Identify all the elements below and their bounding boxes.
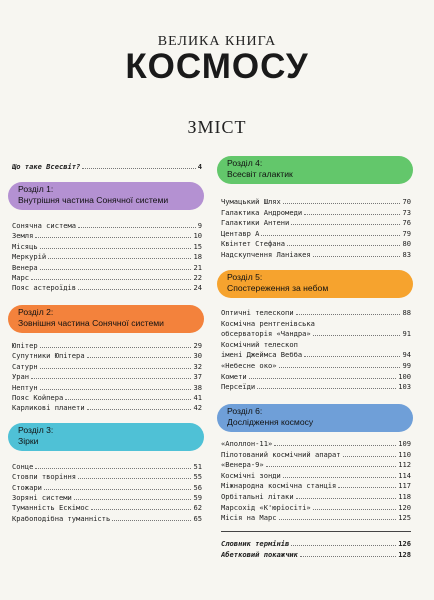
toc-entry-title: Словник термінів <box>221 539 290 548</box>
toc-entry-page: 42 <box>193 403 202 413</box>
section-6-label: Розділ 6: <box>227 406 263 416</box>
section-2-label: Розділ 2: <box>18 307 54 317</box>
toc-leader-dots <box>304 349 400 357</box>
toc-entry[interactable] <box>221 196 411 207</box>
toc-leader-dots <box>304 207 400 215</box>
toc-entry-title: Абетковий покажчик <box>221 549 298 559</box>
toc-entry-title: Пілотований космічний апарат <box>221 449 341 459</box>
toc-entry-page: 76 <box>402 218 411 228</box>
toc-entry[interactable] <box>12 251 202 262</box>
section-5-name: Спостереження за небом <box>227 283 329 293</box>
toc-entry[interactable] <box>221 480 411 491</box>
toc-entry[interactable] <box>12 230 202 241</box>
toc-entry[interactable] <box>12 262 202 273</box>
toc-entry-title: Марс <box>12 273 30 282</box>
toc-entry-page: 9 <box>197 221 202 230</box>
toc-entry-title: Надскупчення Ланіакея <box>221 250 311 259</box>
toc-title: ЗМІСТ <box>187 117 247 137</box>
toc-entry-title: «Венера-9» <box>221 460 264 470</box>
toc-entry-title: обсерваторія «Чандра» <box>221 329 311 339</box>
toc-entry-title: Стожари <box>12 482 42 492</box>
toc-entry-page: 100 <box>398 371 411 381</box>
toc-entry[interactable] <box>12 282 202 293</box>
toc-entry[interactable] <box>221 349 411 360</box>
toc-entry-page: 120 <box>398 502 411 512</box>
section-4-label: Розділ 4: <box>227 158 263 168</box>
toc-entry-title: Чумацький Шлях <box>221 197 281 206</box>
toc-entry[interactable] <box>221 360 411 371</box>
toc-entry[interactable] <box>221 549 411 560</box>
toc-leader-dots <box>257 381 396 389</box>
toc-entry-page: 18 <box>193 252 202 262</box>
toc-entry-title: Космічна рентгенівська <box>221 318 315 328</box>
toc-entry-page: 128 <box>398 549 411 559</box>
section-5-label: Розділ 5: <box>227 272 263 282</box>
toc-leader-dots <box>112 513 191 521</box>
toc-entry-title: Сонце <box>12 462 34 471</box>
toc-entry-title: «Аполлон-11» <box>221 439 273 448</box>
toc-entry-page: 30 <box>193 351 202 361</box>
toc-entry-page: 15 <box>193 241 202 251</box>
toc-entry-page: 55 <box>193 472 202 482</box>
extras-divider <box>221 531 411 532</box>
toc-entry-page: 99 <box>402 361 411 370</box>
toc-entry-title: Космічний телескоп <box>221 339 298 349</box>
toc-entry-title: Крабоподібна туманність <box>12 513 111 523</box>
toc-entry[interactable] <box>221 249 411 260</box>
toc-entry[interactable] <box>221 502 411 513</box>
toc-entry-page: 70 <box>402 197 411 206</box>
toc-leader-dots <box>313 249 401 257</box>
toc-entry-page: 29 <box>193 341 202 350</box>
toc-entry-title: Місія на Марс <box>221 513 277 523</box>
toc-entry-page: 117 <box>398 481 411 491</box>
toc-entry-page: 62 <box>193 503 202 513</box>
toc-entry-title: Космічні зонди <box>221 470 281 480</box>
section-2-name: Зовнішня частина Сонячної системи <box>18 318 164 328</box>
toc-entry-page: 91 <box>402 329 411 339</box>
toc-entry[interactable] <box>221 217 411 228</box>
toc-entry-page: 32 <box>193 361 202 371</box>
toc-entry-title: імені Джеймса Вебба <box>221 350 303 360</box>
toc-entry[interactable] <box>12 350 202 361</box>
toc-entry[interactable] <box>12 220 202 231</box>
toc-leader-dots <box>87 350 192 358</box>
section-3-name: Зірки <box>18 436 39 446</box>
toc-leader-dots <box>249 371 397 379</box>
toc-entry-title: Супутники Юпітера <box>12 351 85 361</box>
toc-entry[interactable] <box>221 491 411 502</box>
toc-entry-page: 118 <box>398 492 411 501</box>
toc-entry[interactable] <box>221 371 411 382</box>
toc-entry-title: Центавр А <box>221 228 260 238</box>
toc-leader-dots <box>44 482 192 490</box>
toc-entry-title: Квінтет Стефана <box>221 239 286 249</box>
toc-entry-page: 109 <box>398 439 411 448</box>
toc-entry[interactable] <box>221 238 411 249</box>
toc-leader-dots <box>40 262 192 270</box>
toc-entry-page: 51 <box>193 462 202 471</box>
toc-entry-title: Орбітальні літаки <box>221 492 294 501</box>
toc-entry-page: 41 <box>193 393 202 402</box>
toc-entry[interactable] <box>221 328 411 339</box>
toc-leader-dots <box>313 502 397 510</box>
toc-entry-page: 112 <box>398 460 411 470</box>
toc-leader-dots <box>78 282 191 290</box>
toc-entry[interactable] <box>12 361 202 372</box>
toc-entry-page: 10 <box>193 231 202 241</box>
toc-leader-dots <box>40 382 192 390</box>
toc-entry-title: Сонячна система <box>12 221 77 230</box>
toc-leader-dots <box>65 392 191 400</box>
toc-entry[interactable] <box>221 228 411 239</box>
toc-leader-dots <box>266 459 396 467</box>
toc-entry-title: Нептун <box>12 382 38 392</box>
toc-entry-title: Пояс Койпера <box>12 393 64 402</box>
toc-entry-title: Зоряні системи <box>12 492 72 502</box>
toc-entry[interactable] <box>221 512 411 523</box>
toc-entry-page: 37 <box>193 372 202 382</box>
toc-entry[interactable] <box>12 371 202 382</box>
toc-leader-dots <box>291 538 396 546</box>
toc-entry[interactable] <box>221 307 411 318</box>
toc-leader-dots <box>296 307 401 315</box>
toc-entry[interactable] <box>12 272 202 283</box>
toc-entry[interactable] <box>221 470 411 481</box>
toc-entry[interactable] <box>221 318 411 329</box>
toc-entry-title: Сатурн <box>12 361 38 371</box>
toc-leader-dots <box>300 549 396 557</box>
toc-entry-intro[interactable]: Що таке Всесвіт? 4 <box>12 162 202 171</box>
toc-entry-title: Комети <box>221 371 247 381</box>
toc-entry-title: Місяць <box>12 241 38 251</box>
toc-leader-dots <box>40 361 192 369</box>
toc-leader-dots <box>78 220 196 228</box>
toc-entry-page: 22 <box>193 273 202 282</box>
book-subtitle: ВЕЛИКА КНИГА <box>157 34 277 49</box>
section-3-header[interactable] <box>8 423 204 451</box>
toc-entry-title: Уран <box>12 372 30 382</box>
toc-leader-dots <box>338 480 396 488</box>
toc-leader-dots <box>35 230 191 238</box>
toc-entry[interactable] <box>221 207 411 218</box>
toc-leader-dots <box>283 196 401 204</box>
toc-entry-page: 59 <box>193 492 202 502</box>
toc-entry-page: 94 <box>402 350 411 360</box>
toc-entry-page: 24 <box>193 283 202 293</box>
section-1-label: Розділ 1: <box>18 184 54 194</box>
section-4-header[interactable] <box>217 156 413 184</box>
section-1-name: Внутрішня частина Сонячної системи <box>18 195 169 205</box>
toc-leader-dots <box>40 340 192 348</box>
toc-entry-title: Міжнародна космічна станція <box>221 481 337 491</box>
section-6-name: Дослідження космосу <box>227 417 314 427</box>
toc-leader-dots <box>74 492 192 500</box>
toc-leader-dots <box>296 491 397 499</box>
toc-entry-page: 21 <box>193 262 202 272</box>
toc-entry-title: Земля <box>12 231 34 241</box>
toc-entry-page: 79 <box>402 228 411 238</box>
toc-entry-page: 80 <box>402 239 411 249</box>
toc-entry-page: 65 <box>193 513 202 523</box>
toc-leader-dots <box>291 217 400 225</box>
toc-entry[interactable] <box>221 449 411 460</box>
section-4-name: Всесвіт галактик <box>227 169 293 179</box>
toc-leader-dots <box>279 512 397 520</box>
toc-entry-title: Меркурій <box>12 252 47 262</box>
toc-entry-page: 38 <box>193 382 202 392</box>
toc-leader-dots <box>35 461 191 469</box>
toc-leader-dots <box>78 471 191 479</box>
toc-leader-dots <box>48 251 191 259</box>
toc-leader-dots <box>261 228 400 236</box>
toc-entry-page: 114 <box>398 470 411 480</box>
section-1-header[interactable] <box>8 182 204 210</box>
toc-entry[interactable] <box>12 241 202 252</box>
toc-entry-page: 83 <box>402 250 411 259</box>
toc-entry-title: Стовпи творіння <box>12 472 77 482</box>
toc-entry[interactable] <box>221 381 411 392</box>
toc-entry-title: Галактики Антени <box>221 218 290 228</box>
toc-entry[interactable] <box>221 339 411 350</box>
toc-entry[interactable] <box>221 538 411 549</box>
toc-leader-dots <box>313 328 401 336</box>
toc-entry[interactable] <box>12 382 202 393</box>
toc-entry[interactable] <box>221 438 411 449</box>
section-6-header[interactable] <box>217 404 413 432</box>
toc-entry-title: Марсохід «К'юріосіті» <box>221 502 311 512</box>
toc-leader-dots <box>279 360 401 368</box>
toc-entry-title: Пояс астероїдів <box>12 283 77 293</box>
toc-entry-title: Оптичні телескопи <box>221 308 294 317</box>
toc-leader-dots <box>91 502 192 510</box>
toc-entry[interactable] <box>12 340 202 351</box>
toc-leader-dots <box>287 238 400 246</box>
toc-entry-page: 103 <box>398 382 411 392</box>
toc-entry-page: 73 <box>402 207 411 217</box>
toc-leader-dots <box>274 438 396 446</box>
section-2-header[interactable] <box>8 305 204 333</box>
toc-entry-page: 88 <box>402 308 411 317</box>
toc-leader-dots <box>31 272 191 280</box>
book-title: КОСМОСУ <box>125 47 309 86</box>
toc-leader-dots <box>31 371 191 379</box>
toc-leader-dots <box>40 241 192 249</box>
toc-entry[interactable] <box>12 392 202 403</box>
toc-leader-dots <box>343 449 397 457</box>
toc-entry-title: Венера <box>12 262 38 272</box>
toc-entry[interactable] <box>221 459 411 470</box>
toc-entry-page: 125 <box>398 513 411 523</box>
section-5-header[interactable] <box>217 270 413 298</box>
section-3-label: Розділ 3: <box>18 425 54 435</box>
toc-entry-page: 126 <box>398 539 411 548</box>
toc-entry-title: Юпітер <box>12 341 38 350</box>
toc-entry[interactable] <box>12 402 202 413</box>
toc-leader-dots <box>283 470 396 478</box>
toc-entry-title: Карликові планети <box>12 403 85 413</box>
toc-entry-title: Галактика Андромеди <box>221 207 303 217</box>
toc-entry-title: Туманність Ескімос <box>12 503 89 513</box>
toc-entry-title: Персеїди <box>221 382 256 392</box>
toc-entry[interactable] <box>12 513 202 524</box>
toc-entry-page: 56 <box>193 482 202 492</box>
toc-entry-title: «Небесне око» <box>221 361 277 370</box>
toc-leader-dots <box>87 402 192 410</box>
toc-entry-page: 110 <box>398 449 411 459</box>
